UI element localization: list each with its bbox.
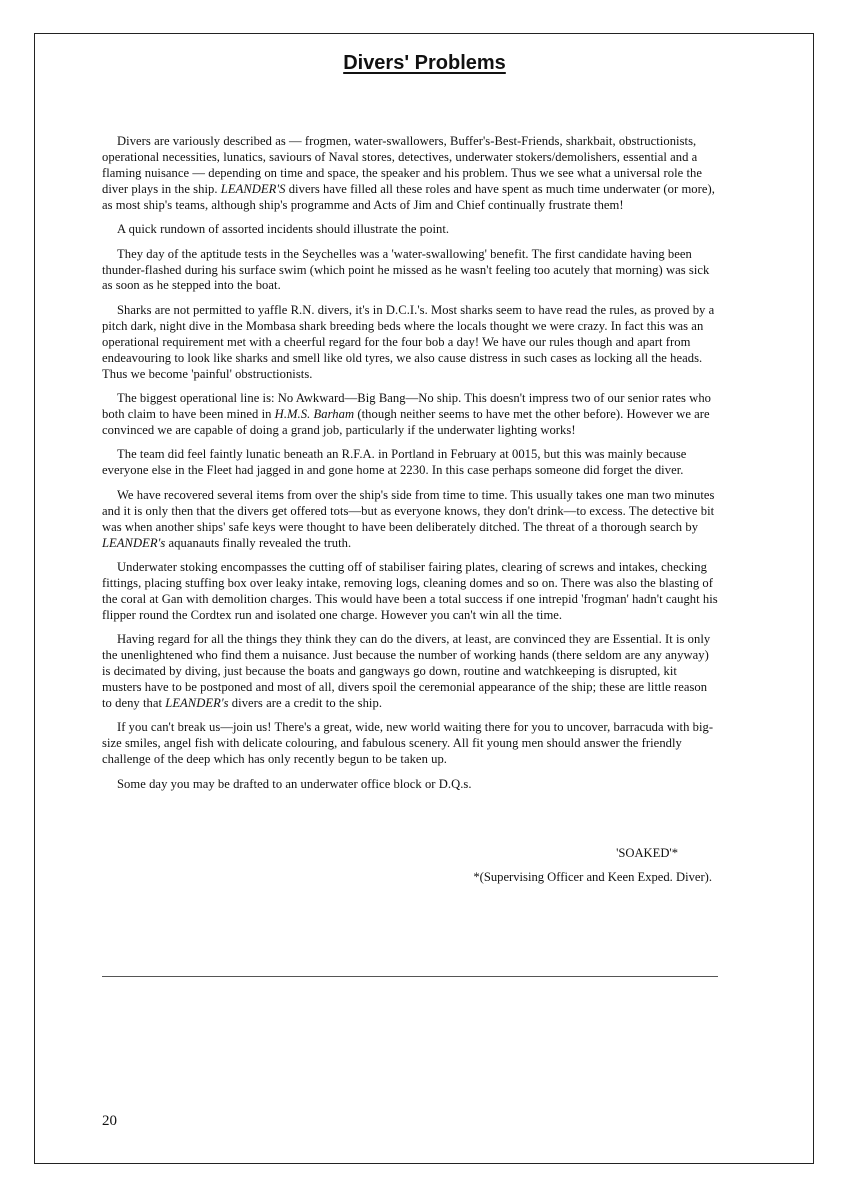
signature-footnote: *(Supervising Officer and Keen Exped. Diver). xyxy=(473,870,712,884)
paragraph: Having regard for all the things they think they can do the divers, at least, are convinced they are Essential. It is only the unenlightened who find them a nuisance. Just because the number of working hands (there seldom are any anyway) is decimated by diving, just because the boats and gangways go down, routine and watchkeeping is disrupted, kit musters have to be postponed and most of all, divers spoil the ceremonial appearance of the ship; these are little reason to deny that LEANDER's divers are a credit to the ship. xyxy=(102,632,711,710)
signature-name: 'SOAKED'* xyxy=(616,846,678,860)
paragraph: A quick rundown of assorted incidents should illustrate the point. xyxy=(117,222,450,237)
paragraph: If you can't break us—join us! There's a great, wide, new world waiting there for you to uncover, barracuda with big-size smiles, angel fish with delicate colouring, and fabulous scenery. All fit young men should answer the friendly challenge of the deep which has only recently begun to be taken up. xyxy=(102,720,714,767)
article-body xyxy=(102,134,718,801)
paragraph: The biggest operational line is: No Awkward—Big Bang—No ship. This doesn't impress two of our senior rates who both claim to have been mined in H.M.S. Barham (though neither seems to have met the other before). However we are convinced we are capable of doing a grand job, particularly if the underwater lighting works! xyxy=(102,391,712,437)
paragraph: Sharks are not permitted to yaffle R.N. divers, it's in D.C.I.'s. Most sharks seem to have read the rules, as proved by a pitch dark, night dive in the Mombasa shark breeding beds where the locals thought we were crazy. In fact this was an operational requirement met with a cheerful regard for the four bob a day! We have our rules though and apart from endeavouring to look like sharks and smell like old tyres, we also cause distress in such cases as locking all the heads. Thus we become 'painful' obstructionists. xyxy=(102,302,715,381)
paragraph: We have recovered several items from over the ship's side from time to time. This usually takes one man two minutes and it is only then that the divers get offered tots—but as everyone knows, they don't drink—to excess. The detective bit was when another ships' safe keys were thought to have been deliberately ditched. The threat of a thorough search by LEANDER's aquanauts finally revealed the truth. xyxy=(102,487,715,550)
paragraph: They day of the aptitude tests in the Seychelles was a 'water-swallowing' benefit. The first candidate having been thunder-flashed during his surface swim (which point he missed as he wasn't feeling too acutely that morning) was sick as soon as he stepped into the boat. xyxy=(102,246,710,293)
paragraph: The team did feel faintly lunatic beneath an R.F.A. in Portland in February at 0015, but this was mainly because everyone else in the Fleet had jagged in and gone home at 2230. In this case perhaps someone did forget the diver. xyxy=(102,447,687,478)
footer-divider xyxy=(102,976,718,977)
page-number: 20 xyxy=(102,1113,117,1129)
page-title: Divers' Problems xyxy=(343,52,506,74)
paragraph: Divers are variously described as — frogmen, water-swallowers, Buffer's-Best-Friends, sharkbait, obstructionists, operational necessities, lunatics, saviours of Naval stores, detectives, underwater stokers/demolishers, essential and a flaming nuisance — depending on time and space, the speaker and his problem. Thus we see what a universal role the diver plays in the ship. LEANDER'S divers have filled all these roles and have spent as much time underwater (or more), as most ship's teams, although ship's programme and Acts of Jim and Chief continually frustrate them! xyxy=(102,134,715,212)
paragraph: Underwater stoking encompasses the cutting off of stabiliser fairing plates, clearing of screws and intakes, checking fittings, placing stuffing box over leaky intake, removing logs, cleaning domes and so on. There was also the blasting of the coral at Gan with demolition charges. This would have been a total success if one intrepid 'frogman' hadn't caught his flipper round the Cordtex run and isolated one charge. However you can't win all the time. xyxy=(102,560,718,622)
paragraph: Some day you may be drafted to an underwater office block or D.Q.s. xyxy=(117,776,472,791)
